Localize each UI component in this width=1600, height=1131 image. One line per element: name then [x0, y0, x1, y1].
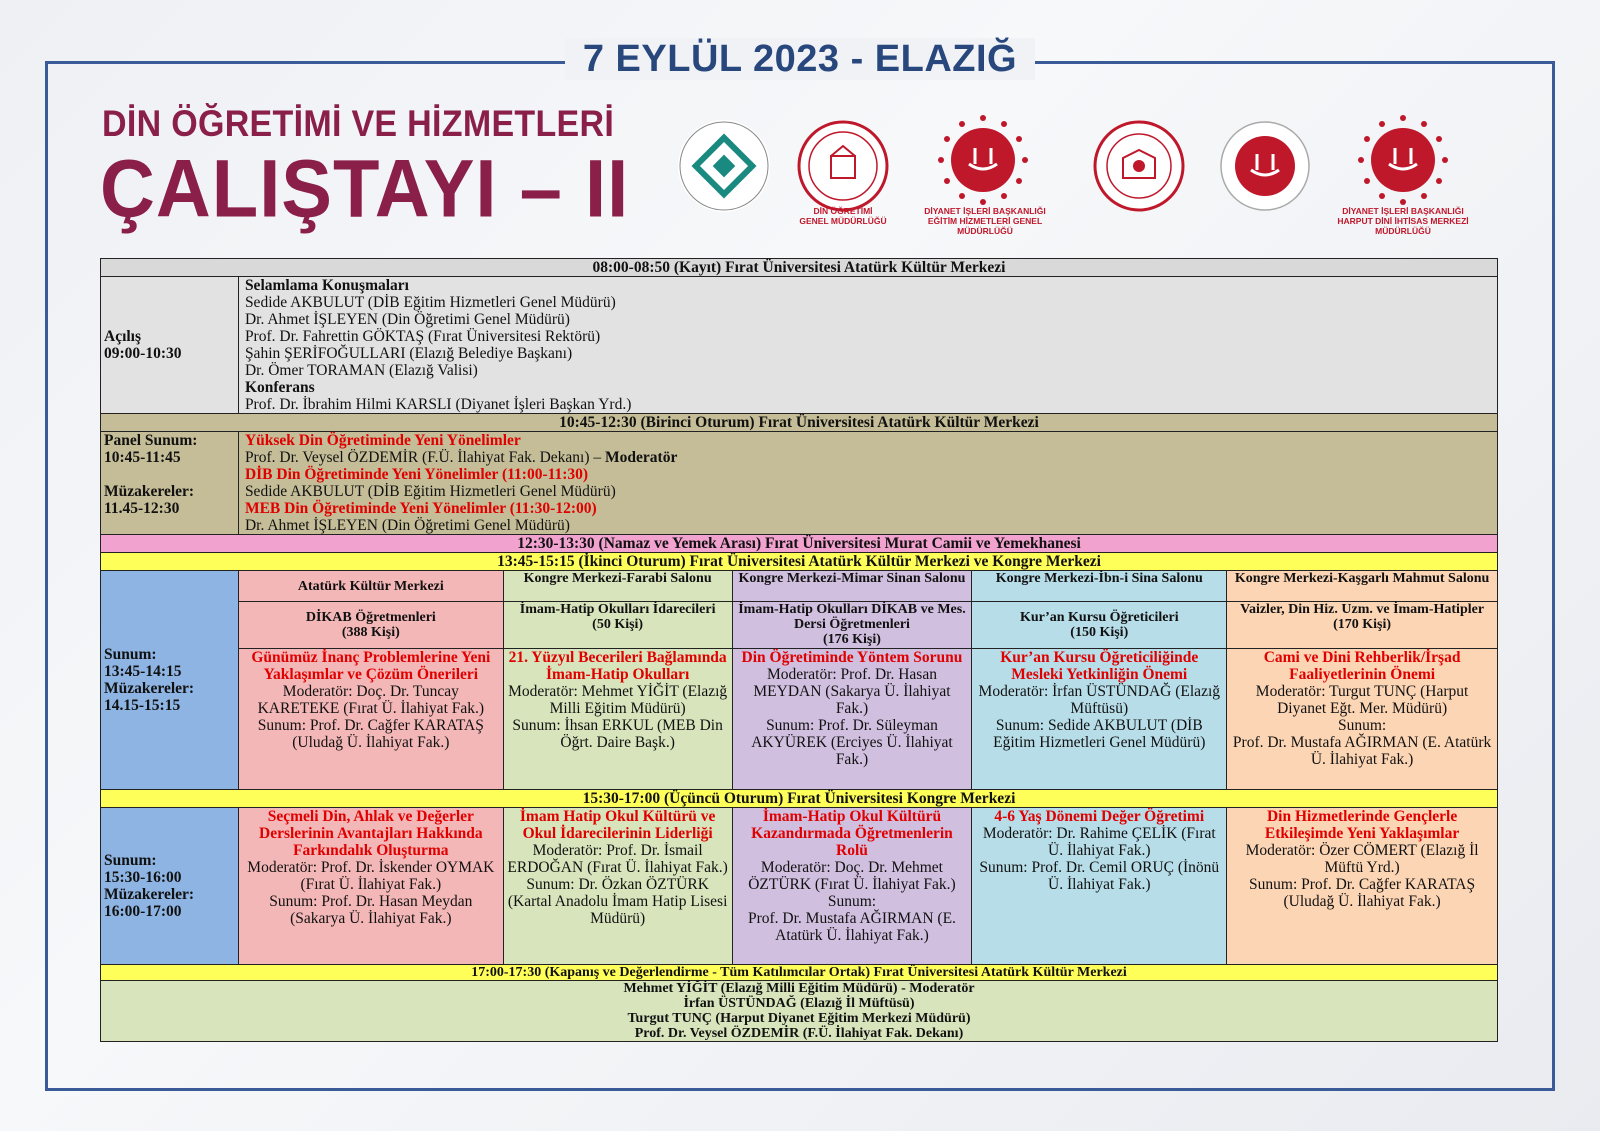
meb-elazig-logo-icon	[1091, 118, 1187, 214]
session2-hall-row	[101, 571, 1498, 602]
opening-line: Konferans	[244, 379, 315, 396]
closing-line-4: Prof. Dr. Veysel ÖZDEMİR (F.Ü. İlahiyat Fak. Dekanı)	[634, 1026, 964, 1041]
opening-line: Şahin ŞERİFOĞULLARI (Elazığ Belediye Başkanı)	[244, 345, 573, 362]
time-label: Müzakereler:	[104, 483, 195, 500]
session2-hall-4: Kongre Merkezi-İbn-i Sina Salonu	[972, 571, 1227, 602]
lunch-row	[101, 535, 1498, 553]
opening-line: Selamlama Konuşmaları	[244, 277, 409, 294]
session2-audience-row	[101, 602, 1498, 649]
session3-header-row	[101, 790, 1498, 808]
session2-audience-4: Kur’an Kursu Öğreticileri (150 Kişi)	[972, 602, 1227, 649]
session2-audience-5: Vaizler, Din Hiz. Uzm. ve İmam-Hatipler (170 Kişi)	[1227, 602, 1498, 649]
session3-cell-4: 4-6 Yaş Dönemi Değer Öğretimi Moderatör: Dr. Rahime ÇELİK (Fırat Ü. İlahiyat Fak.) Sunum: Prof. Dr. Cemil ORUÇ (İnönü Ü. İlahiyat Fak.)	[972, 808, 1227, 965]
session2-header: 13:45-15:15 (İkinci Oturum) Fırat Üniversitesi Atatürk Kültür Merkezi ve Kongre Merkezi	[101, 553, 1498, 571]
session1-speaker2: Sedide AKBULUT (DİB Eğitim Hizmetleri Genel Müdürü)	[244, 483, 616, 500]
time-label	[104, 466, 235, 483]
opening-line: Dr. Ahmet İŞLEYEN (Din Öğretimi Genel Müdürü)	[244, 311, 570, 328]
time-label: 15:30-16:00	[104, 869, 182, 886]
closing-row	[101, 981, 1498, 1042]
opening-lines	[238, 277, 1497, 414]
opening-line: Prof. Dr. İbrahim Hilmi KARSLI (Diyanet İşleri Başkan Yrd.)	[244, 396, 632, 413]
session2-header-row	[101, 553, 1498, 571]
closing-line-2: İrfan ÜSTÜNDAĞ (Elazığ İl Müftüsü)	[683, 996, 915, 1011]
session1-row	[101, 432, 1498, 535]
time-label: 14.15-15:15	[104, 697, 181, 714]
session3-cell-1: Seçmeli Din, Ahlak ve Değerler Derslerinin Avantajları Hakkında Farkındalık Oluşturma Moderatör: Prof. Dr. İskender OYMAK (Fırat Ü. İlahiyat Fak.) Sunum: Prof. Dr. Hasan Meydan (Sakarya Ü. İlahiyat Fak.)	[238, 808, 503, 965]
time-label: Müzakereler:	[104, 886, 195, 903]
session2-time-cell	[101, 571, 239, 790]
opening-time: 09:00-10:30	[104, 345, 182, 362]
opening-row	[101, 277, 1498, 414]
session2-cell-5: Cami ve Dini Rehberlik/İrşad Faaliyetlerinin Önemi Moderatör: Turgut TUNÇ (Harput Diyanet Eğt. Mer. Müdürü) Sunum: Prof. Dr. Mustafa AĞIRMAN (E. Atatürk Ü. İlahiyat Fak.)	[1227, 649, 1498, 790]
session2-hall-5: Kongre Merkezi-Kaşgarlı Mahmut Salonu	[1227, 571, 1498, 602]
time-label: Sunum:	[104, 852, 157, 869]
closing-header-row	[101, 965, 1498, 981]
session1-content	[238, 432, 1497, 535]
time-label: 16:00-17:00	[104, 903, 182, 920]
closing-content	[101, 981, 1498, 1042]
session3-row	[101, 808, 1498, 965]
session2-hall-3: Kongre Merkezi-Mimar Sinan Salonu	[732, 571, 972, 602]
meb-din-ogretimi-logo-icon	[795, 118, 891, 214]
session3-header: 15:30-17:00 (Üçüncü Oturum) Fırat Üniversitesi Kongre Merkezi	[101, 790, 1498, 808]
diyanet-harput-logo-icon	[1355, 112, 1451, 208]
session1-header-row	[101, 414, 1498, 432]
diyanet-logo-icon	[935, 112, 1031, 208]
closing-line-3: Turgut TUNÇ (Harput Diyanet Eğitim Merkezi Müdürü)	[627, 1011, 971, 1026]
registration-row	[101, 259, 1498, 277]
title-line1: DİN ÖĞRETİMİ VE HİZMETLERİ	[102, 103, 615, 145]
session1-moderator: Prof. Dr. Veysel ÖZDEMİR (F.Ü. İlahiyat Fak. Dekanı) – Moderatör	[244, 449, 678, 466]
time-label: Müzakereler:	[104, 680, 195, 697]
session2-audience-3: İmam-Hatip Okulları DİKAB ve Mes. Dersi Öğretmenleri (176 Kişi)	[732, 602, 972, 649]
opening-line: Sedide AKBULUT (DİB Eğitim Hizmetleri Genel Müdürü)	[244, 294, 616, 311]
session2-audience-2: İmam-Hatip Okulları İdarecileri (50 Kişi)	[503, 602, 732, 649]
session1-topic2: DİB Din Öğretiminde Yeni Yönelimler (11:00-11:30)	[244, 466, 589, 483]
date-title: 7 EYLÜL 2023 - ELAZIĞ	[0, 38, 1600, 81]
logo-caption-1: DİN ÖĞRETİMİ GENEL MÜDÜRLÜĞÜ	[799, 206, 887, 226]
session1-header: 10:45-12:30 (Birinci Oturum) Fırat Üniversitesi Atatürk Kültür Merkezi	[101, 414, 1498, 432]
opening-time-cell	[101, 277, 239, 414]
title-line2: ÇALIŞTAYI – II	[100, 143, 630, 235]
lunch-header: 12:30-13:30 (Namaz ve Yemek Arası) Fırat Üniversitesi Murat Camii ve Yemekhanesi	[101, 535, 1498, 553]
time-label: 10:45-11:45	[104, 449, 181, 466]
time-label: Panel Sunum:	[104, 432, 198, 449]
session2-hall-2: Kongre Merkezi-Farabi Salonu	[503, 571, 732, 602]
session1-topic1: Yüksek Din Öğretiminde Yeni Yönelimler	[244, 432, 521, 449]
session2-topic-row	[101, 649, 1498, 790]
session3-cell-3: İmam-Hatip Okul Kültürü Kazandırmada Öğretmenlerin Rolü Moderatör: Doç. Dr. Mehmet ÖZTÜRK (Fırat Ü. İlahiyat Fak.) Sunum: Prof. Dr. Mustafa AĞIRMAN (E. Atatürk Ü. İlahiyat Fak.)	[732, 808, 972, 965]
session1-time-cell	[101, 432, 239, 535]
logo-caption-2: DİYANET İŞLERİ BAŞKANLIĞI EĞİTİM HİZMETLERİ GENEL MÜDÜRLÜĞÜ	[924, 206, 1046, 236]
opening-line: Prof. Dr. Fahrettin GÖKTAŞ (Fırat Üniversitesi Rektörü)	[244, 328, 601, 345]
session1-topic3: MEB Din Öğretiminde Yeni Yönelimler (11:30-12:00)	[244, 500, 597, 517]
logo-caption-3: DİYANET İŞLERİ BAŞKANLIĞI HARPUT DİNİ İHTİSAS MERKEZİ MÜDÜRLÜĞÜ	[1337, 206, 1469, 236]
time-label: Sunum:	[104, 646, 157, 663]
firat-university-logo-icon	[676, 118, 772, 214]
registration-header: 08:00-08:50 (Kayıt) Fırat Üniversitesi Atatürk Kültür Merkezi	[101, 259, 1498, 277]
time-label: 13:45-14:15	[104, 663, 182, 680]
session3-cell-2: İmam Hatip Okul Kültürü ve Okul İdarecilerinin Liderliği Moderatör: Prof. Dr. İsmail ERDOĞAN (Fırat Ü. İlahiyat Fak.) Sunum: Dr. Özkan ÖZTÜRK (Kartal Anadolu İmam Hatip Lisesi Müdürü)	[503, 808, 732, 965]
session2-audience-1: DİKAB Öğretmenleri (388 Kişi)	[238, 602, 503, 649]
session2-cell-3: Din Öğretiminde Yöntem Sorunu Moderatör: Prof. Dr. Hasan MEYDAN (Sakarya Ü. İlahiyat Fak.) Sunum: Prof. Dr. Süleyman AKYÜREK (Erciyes Ü. İlahiyat Fak.)	[732, 649, 972, 790]
session3-cell-5: Din Hizmetlerinde Gençlerle Etkileşimde Yeni Yaklaşımlar Moderatör: Özer CÖMERT (Elazığ İl Müftü Yrd.) Sunum: Prof. Dr. Cağfer KARATAŞ (Uludağ Ü. İlahiyat Fak.)	[1227, 808, 1498, 965]
session2-hall-1: Atatürk Kültür Merkezi	[238, 571, 503, 602]
closing-header: 17:00-17:30 (Kapanış ve Değerlendirme - Tüm Katılımcılar Ortak) Fırat Üniversitesi Atatürk Kültür Merkezi	[101, 965, 1498, 981]
opening-label: Açılış	[104, 328, 142, 345]
session2-cell-4: Kur’an Kursu Öğreticiliğinde Mesleki Yetkinliğin Önemi Moderatör: İrfan ÜSTÜNDAĞ (Elazığ Müftüsü) Sunum: Sedide AKBULUT (DİB Eğitim Hizmetleri Genel Müdürü)	[972, 649, 1227, 790]
session3-time-cell	[101, 808, 239, 965]
closing-line-1: Mehmet YİĞİT (Elazığ Milli Eğitim Müdürü) - Moderatör	[623, 981, 975, 996]
session2-cell-1: Günümüz İnanç Problemlerine Yeni Yaklaşımlar ve Çözüm Önerileri Moderatör: Doç. Dr. Tuncay KARETEKE (Fırat Ü. İlahiyat Fak.) Sunum: Prof. Dr. Cağfer KARATAŞ (Uludağ Ü. İlahiyat Fak.)	[238, 649, 503, 790]
session2-cell-2: 21. Yüzyıl Becerileri Bağlamında İmam-Hatip Okulları Moderatör: Mehmet YİĞİT (Elazığ Milli Eğitim Müdürü) Sunum: İhsan ERKUL (MEB Din Öğrt. Daire Başk.)	[503, 649, 732, 790]
program-table	[100, 258, 1498, 1042]
elazig-muftulugu-logo-icon	[1217, 118, 1313, 214]
time-label: 11.45-12:30	[104, 500, 180, 517]
opening-line: Dr. Ömer TORAMAN (Elazığ Valisi)	[244, 362, 478, 379]
session1-speaker3: Dr. Ahmet İŞLEYEN (Din Öğretimi Genel Müdürü)	[244, 517, 570, 534]
